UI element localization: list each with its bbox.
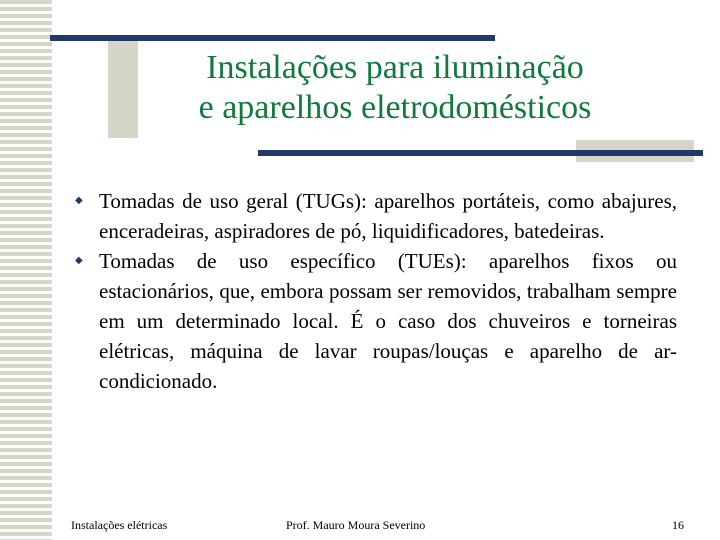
slide-title (130, 48, 660, 128)
bullet-item (75, 186, 677, 246)
top-accent-bar (50, 35, 495, 41)
bullet-item (75, 246, 677, 396)
diamond-bullet-icon: ◆ (75, 255, 83, 266)
page-number: 16 (672, 518, 684, 532)
title-line-1: Instalações para iluminação (206, 49, 584, 86)
footer-course: Instalações elétricas (71, 518, 168, 532)
diamond-bullet-icon: ◆ (75, 195, 83, 206)
bottom-accent-bar (258, 150, 703, 156)
decorative-stripes (0, 0, 52, 540)
footer-author: Prof. Mauro Moura Severino (286, 518, 426, 532)
title-line-2: e aparelhos eletrodomésticos (198, 89, 592, 126)
bullet-text: Tomadas de uso geral (TUGs): aparelhos portáteis, como abajures, enceradeiras, aspiradores de pó, liquidificadores, batedeiras. (99, 189, 677, 243)
bullet-text: Tomadas de uso específico (TUEs): aparelhos fixos ou estacionários, que, embora possam ser removidos, trabalham sempre em um determinado local. É o caso dos chuveiros e torneiras elétricas, máquina de lavar roupas/louças e aparelho de ar-condicionado. (99, 249, 677, 393)
slide-body (75, 186, 677, 396)
